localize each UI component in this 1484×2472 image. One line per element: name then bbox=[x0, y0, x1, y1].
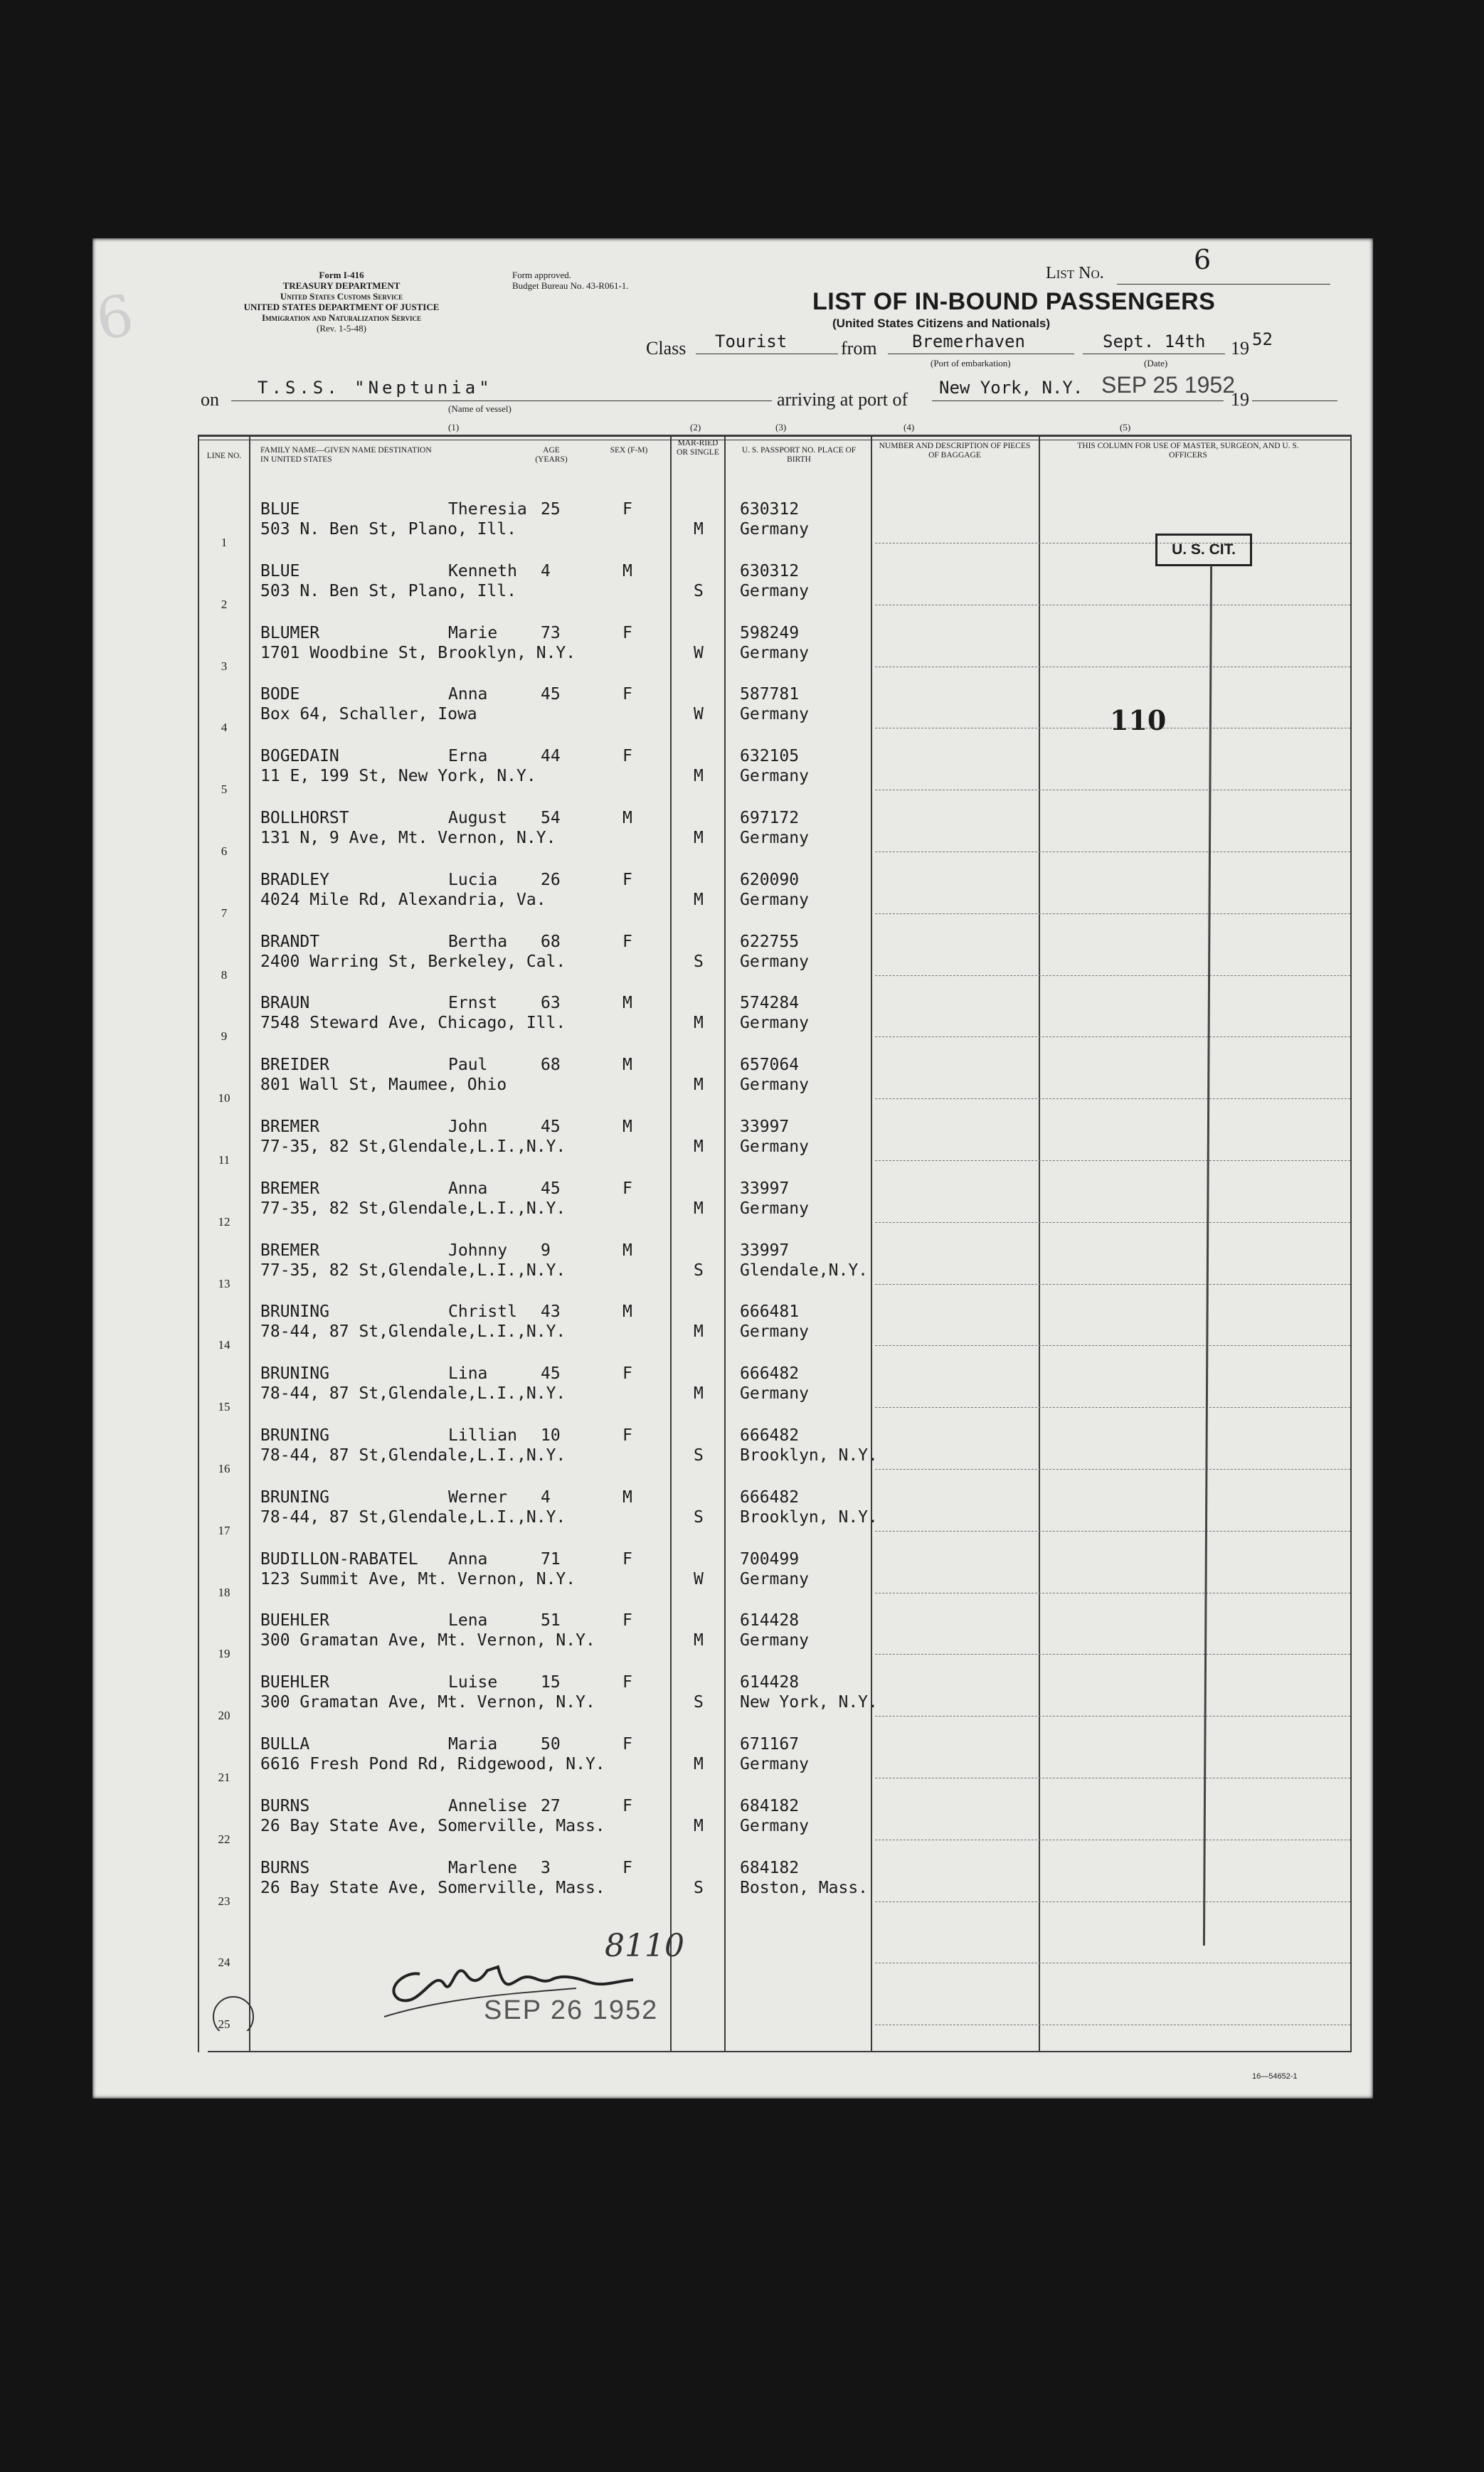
marital-status: M bbox=[694, 1322, 704, 1342]
given-name: Lillian bbox=[448, 1426, 517, 1445]
marital-status: W bbox=[694, 705, 704, 724]
handwritten-vertical-stroke bbox=[1203, 566, 1212, 1946]
destination: 26 Bay State Ave, Somerville, Mass. bbox=[260, 1878, 605, 1897]
place-of-birth: New York, N.Y. bbox=[740, 1693, 878, 1712]
service-name-2: Immigration and Naturalization Service bbox=[261, 312, 422, 323]
given-name: Theresia bbox=[448, 500, 527, 519]
row-divider bbox=[875, 1901, 1350, 1902]
destination: 7548 Steward Ave, Chicago, Ill. bbox=[260, 1014, 566, 1033]
place-of-birth: Germany bbox=[740, 1631, 809, 1650]
age: 4 bbox=[541, 1487, 551, 1507]
age: 44 bbox=[541, 747, 561, 766]
passport-number: 614428 bbox=[740, 1611, 800, 1630]
sex: F bbox=[622, 685, 632, 704]
age: 45 bbox=[541, 1118, 561, 1136]
underline bbox=[932, 400, 1224, 401]
age: 3 bbox=[541, 1858, 551, 1877]
marital-status: M bbox=[694, 1199, 704, 1218]
given-name: Maria bbox=[448, 1735, 498, 1754]
destination: 77-35, 82 St,Glendale,L.I.,N.Y. bbox=[260, 1137, 566, 1156]
age: 27 bbox=[541, 1796, 561, 1815]
line-number: 17 bbox=[218, 1523, 230, 1537]
col-divider bbox=[249, 436, 250, 2052]
passport-number: 33997 bbox=[740, 1241, 790, 1260]
place-of-birth: Germany bbox=[740, 705, 809, 724]
family-name: BRAUN bbox=[260, 994, 310, 1013]
row-divider bbox=[875, 1531, 1350, 1532]
line-number: 6 bbox=[221, 844, 228, 858]
vessel-caption: (Name of vessel) bbox=[448, 403, 512, 414]
col-header-name: FAMILY NAME—GIVEN NAME DESTINATION IN UNITED STATES bbox=[260, 446, 432, 464]
destination: 78-44, 87 St,Glendale,L.I.,N.Y. bbox=[260, 1507, 566, 1527]
col-header-passport: U. S. PASSPORT NO. PLACE OF BIRTH bbox=[741, 446, 857, 464]
place-of-birth: Germany bbox=[740, 520, 809, 539]
line-number: 25 bbox=[218, 2017, 230, 2032]
page-subtitle: (United States Citizens and Nationals) bbox=[832, 317, 1051, 330]
given-name: Lena bbox=[448, 1611, 488, 1630]
given-name: John bbox=[448, 1118, 488, 1136]
age: 45 bbox=[541, 1364, 561, 1384]
destination: 801 Wall St, Maumee, Ohio bbox=[260, 1076, 507, 1095]
place-of-birth: Germany bbox=[740, 581, 809, 600]
passport-number: 657064 bbox=[740, 1056, 800, 1075]
place-of-birth: Germany bbox=[740, 952, 809, 971]
age: 4 bbox=[541, 561, 551, 580]
sex: F bbox=[622, 870, 632, 889]
destination: 78-44, 87 St,Glendale,L.I.,N.Y. bbox=[260, 1322, 566, 1342]
destination: 77-35, 82 St,Glendale,L.I.,N.Y. bbox=[260, 1199, 566, 1218]
line-number: 24 bbox=[218, 1956, 230, 1970]
line-number: 19 bbox=[218, 1647, 230, 1661]
col-header-sex: SEX (F-M) bbox=[610, 446, 648, 455]
given-name: Bertha bbox=[448, 932, 508, 951]
given-name: Luise bbox=[448, 1673, 498, 1692]
marital-status: M bbox=[694, 1816, 704, 1835]
family-name: BREIDER bbox=[260, 1056, 329, 1075]
col-number-3: (3) bbox=[775, 422, 787, 433]
passport-number: 666482 bbox=[740, 1487, 800, 1507]
destination: 78-44, 87 St,Glendale,L.I.,N.Y. bbox=[260, 1384, 566, 1404]
from-label: from bbox=[841, 338, 877, 359]
line-number: 21 bbox=[218, 1771, 230, 1784]
row-divider bbox=[875, 1036, 1350, 1037]
vessel-name: T.S.S. "Neptunia" bbox=[258, 378, 493, 398]
place-of-birth: Brooklyn, N.Y. bbox=[740, 1507, 878, 1527]
age: 43 bbox=[541, 1303, 561, 1322]
col-number-1: (1) bbox=[448, 422, 460, 433]
age: 26 bbox=[541, 870, 561, 889]
family-name: BOGEDAIN bbox=[260, 747, 339, 766]
marital-status: M bbox=[694, 520, 704, 539]
line-number: 5 bbox=[221, 783, 228, 797]
given-name: Anna bbox=[448, 1179, 488, 1198]
given-name: Lina bbox=[448, 1364, 488, 1384]
place-of-birth: Germany bbox=[740, 643, 809, 662]
family-name: BREMER bbox=[260, 1179, 320, 1198]
family-name: BUEHLER bbox=[260, 1673, 329, 1692]
col-header-baggage: NUMBER AND DESCRIPTION OF PIECES OF BAGGAGE bbox=[879, 442, 1031, 460]
arrival-date-stamp: SEP 25 1952 bbox=[1101, 372, 1236, 398]
marital-status: M bbox=[694, 767, 704, 786]
place-of-birth: Germany bbox=[740, 767, 809, 786]
sex: F bbox=[622, 932, 632, 951]
given-name: Kenneth bbox=[448, 561, 517, 580]
passport-number: 632105 bbox=[740, 747, 800, 766]
given-name: Anna bbox=[448, 685, 488, 704]
row-divider bbox=[875, 1716, 1350, 1717]
table-right-rule bbox=[1350, 436, 1352, 2052]
row-divider bbox=[875, 1222, 1350, 1223]
place-of-birth: Germany bbox=[740, 1322, 809, 1342]
sex: F bbox=[622, 1549, 632, 1569]
age: 9 bbox=[541, 1241, 551, 1260]
form-identification bbox=[213, 270, 470, 334]
line-number: 10 bbox=[218, 1091, 230, 1105]
arrival-port: New York, N.Y. bbox=[939, 378, 1083, 398]
destination: 131 N, 9 Ave, Mt. Vernon, N.Y. bbox=[260, 829, 556, 847]
family-name: BUEHLER bbox=[260, 1611, 329, 1630]
col-header-married: MAR-RIED OR SINGLE bbox=[677, 439, 719, 457]
col-header-officers: THIS COLUMN FOR USE OF MASTER, SURGEON, AND U. S. OFFICERS bbox=[1077, 442, 1299, 460]
year-prefix: 19 bbox=[1231, 338, 1249, 359]
class-value: Tourist bbox=[715, 331, 788, 351]
year-value: 52 bbox=[1252, 329, 1273, 349]
line-number: 3 bbox=[221, 659, 228, 673]
destination: 2400 Warring St, Berkeley, Cal. bbox=[260, 952, 566, 971]
family-name: BREMER bbox=[260, 1241, 320, 1260]
marital-status: M bbox=[694, 890, 704, 909]
destination: 78-44, 87 St,Glendale,L.I.,N.Y. bbox=[260, 1446, 566, 1465]
row-divider bbox=[875, 1284, 1350, 1285]
line-number: 2 bbox=[221, 597, 228, 611]
family-name: BODE bbox=[260, 685, 300, 704]
on-label: on bbox=[201, 389, 219, 410]
form-code: 16—54652-1 bbox=[1252, 2072, 1298, 2081]
marital-status: S bbox=[694, 1878, 704, 1897]
marital-status: M bbox=[694, 1014, 704, 1033]
sex: F bbox=[622, 1426, 632, 1445]
passport-number: 700499 bbox=[740, 1549, 800, 1569]
departure-date: Sept. 14th bbox=[1103, 331, 1206, 351]
passport-number: 666482 bbox=[740, 1364, 800, 1384]
form-revision: (Rev. 1-5-48) bbox=[317, 323, 366, 334]
passenger-count: 110 bbox=[1110, 704, 1167, 736]
line-number: 23 bbox=[218, 1894, 230, 1908]
passport-number: 630312 bbox=[740, 500, 800, 519]
sex: M bbox=[622, 1241, 632, 1260]
line-number: 15 bbox=[218, 1400, 230, 1414]
given-name: Johnny bbox=[448, 1241, 508, 1260]
marital-status: W bbox=[694, 643, 704, 662]
given-name: Anna bbox=[448, 1549, 488, 1569]
form-approval bbox=[512, 270, 629, 291]
handwritten-margin-number: 6 bbox=[91, 282, 139, 354]
sex: F bbox=[622, 747, 632, 766]
destination: 77-35, 82 St,Glendale,L.I.,N.Y. bbox=[260, 1261, 566, 1280]
sex: F bbox=[622, 1179, 632, 1198]
family-name: BRUNING bbox=[260, 1303, 329, 1322]
department-name-2: UNITED STATES DEPARTMENT OF JUSTICE bbox=[243, 302, 440, 312]
passenger-list-document bbox=[92, 238, 1373, 2099]
place-of-birth: Germany bbox=[740, 1076, 809, 1095]
marital-status: S bbox=[694, 1693, 704, 1712]
line-number: 8 bbox=[221, 967, 228, 982]
table-top-rule bbox=[198, 435, 1352, 437]
destination: 4024 Mile Rd, Alexandria, Va. bbox=[260, 890, 546, 909]
family-name: BRUNING bbox=[260, 1364, 329, 1384]
given-name: Lucia bbox=[448, 870, 498, 889]
place-of-birth: Germany bbox=[740, 1199, 809, 1218]
row-divider bbox=[875, 1407, 1350, 1408]
place-of-birth: Germany bbox=[740, 1384, 809, 1404]
given-name: Erna bbox=[448, 747, 488, 766]
line-number: 14 bbox=[218, 1338, 230, 1352]
form-number: Form I-416 bbox=[319, 270, 364, 280]
date-caption: (Date) bbox=[1144, 358, 1168, 368]
passport-number: 33997 bbox=[740, 1179, 790, 1198]
sex: M bbox=[622, 561, 632, 580]
col-header-line-no: LINE NO. bbox=[206, 452, 242, 460]
marital-status: S bbox=[694, 952, 704, 971]
row-divider bbox=[875, 1160, 1350, 1161]
marital-status: S bbox=[694, 1446, 704, 1465]
passport-number: 620090 bbox=[740, 870, 800, 889]
passport-number: 684182 bbox=[740, 1858, 800, 1877]
line-number: 13 bbox=[218, 1276, 230, 1290]
marital-status: S bbox=[694, 581, 704, 600]
passport-number: 666482 bbox=[740, 1426, 800, 1445]
page-title: LIST OF IN-BOUND PASSENGERS bbox=[812, 288, 1216, 315]
family-name: BREMER bbox=[260, 1118, 320, 1136]
family-name: BURNS bbox=[260, 1858, 310, 1877]
passport-number: 33997 bbox=[740, 1118, 790, 1136]
family-name: BRANDT bbox=[260, 932, 320, 951]
passport-number: 622755 bbox=[740, 932, 800, 951]
given-name: Werner bbox=[448, 1487, 508, 1507]
passport-number: 587781 bbox=[740, 685, 800, 704]
place-of-birth: Germany bbox=[740, 890, 809, 909]
sex: F bbox=[622, 1796, 632, 1815]
class-label: Class bbox=[646, 338, 687, 359]
row-divider bbox=[875, 1469, 1350, 1470]
age: 54 bbox=[541, 809, 561, 827]
family-name: BURNS bbox=[260, 1796, 310, 1815]
sex: M bbox=[622, 1118, 632, 1136]
place-of-birth: Germany bbox=[740, 1137, 809, 1156]
place-of-birth: Germany bbox=[740, 829, 809, 847]
col-divider bbox=[670, 436, 672, 2052]
marital-status: M bbox=[694, 1631, 704, 1650]
marital-status: M bbox=[694, 829, 704, 847]
row-divider bbox=[875, 1654, 1350, 1655]
age: 50 bbox=[541, 1735, 561, 1754]
family-name: BLUE bbox=[260, 500, 300, 519]
family-name: BLUMER bbox=[260, 623, 320, 642]
port-of-embarkation: Bremerhaven bbox=[912, 331, 1025, 351]
us-citizen-stamp: U. S. CIT. bbox=[1155, 534, 1252, 566]
given-name: Annelise bbox=[448, 1796, 527, 1815]
family-name: BRUNING bbox=[260, 1487, 329, 1507]
sex: M bbox=[622, 1056, 632, 1075]
sex: F bbox=[622, 623, 632, 642]
marital-status: M bbox=[694, 1384, 704, 1404]
passport-number: 614428 bbox=[740, 1673, 800, 1692]
row-divider bbox=[875, 1098, 1350, 1099]
age: 15 bbox=[541, 1673, 561, 1692]
col-number-5: (5) bbox=[1120, 422, 1131, 433]
sex: F bbox=[622, 1858, 632, 1877]
col-divider bbox=[1039, 436, 1040, 2052]
sex: M bbox=[622, 1487, 632, 1507]
destination: 503 N. Ben St, Plano, Ill. bbox=[260, 581, 517, 600]
destination: 1701 Woodbine St, Brooklyn, N.Y. bbox=[260, 643, 576, 662]
place-of-birth: Germany bbox=[740, 1816, 809, 1835]
col-divider bbox=[198, 436, 199, 2052]
destination: Box 64, Schaller, Iowa bbox=[260, 705, 477, 724]
line-number: 16 bbox=[218, 1462, 230, 1475]
family-name: BLUE bbox=[260, 561, 300, 580]
family-name: BOLLHORST bbox=[260, 809, 349, 827]
sex: F bbox=[622, 1735, 632, 1754]
line-number: 1 bbox=[221, 536, 228, 549]
col-number-2: (2) bbox=[690, 422, 701, 433]
destination: 300 Gramatan Ave, Mt. Vernon, N.Y. bbox=[260, 1631, 595, 1650]
arriving-label: arriving at port of bbox=[777, 389, 908, 410]
line-number: 18 bbox=[218, 1585, 230, 1599]
age: 71 bbox=[541, 1549, 561, 1569]
age: 25 bbox=[541, 500, 561, 519]
marital-status: S bbox=[694, 1261, 704, 1280]
given-name: Paul bbox=[448, 1056, 488, 1075]
sex: M bbox=[622, 1303, 632, 1322]
row-divider bbox=[875, 975, 1350, 976]
col-number-4: (4) bbox=[903, 422, 915, 433]
passport-number: 666481 bbox=[740, 1303, 800, 1322]
place-of-birth: Germany bbox=[740, 1755, 809, 1773]
sex: M bbox=[622, 809, 632, 827]
marital-status: W bbox=[694, 1569, 704, 1588]
age: 45 bbox=[541, 1179, 561, 1198]
age: 45 bbox=[541, 685, 561, 704]
signature-note: 8110 bbox=[605, 1928, 684, 1964]
age: 68 bbox=[541, 1056, 561, 1075]
budget-bureau-line: Budget Bureau No. 43-R061-1. bbox=[512, 280, 629, 291]
port-caption: (Port of embarkation) bbox=[931, 358, 1011, 368]
destination: 6616 Fresh Pond Rd, Ridgewood, N.Y. bbox=[260, 1755, 605, 1773]
passport-number: 684182 bbox=[740, 1796, 800, 1815]
service-name: United States Customs Service bbox=[280, 291, 403, 302]
passport-number: 574284 bbox=[740, 994, 800, 1013]
family-name: BRUNING bbox=[260, 1426, 329, 1445]
destination: 11 E, 199 St, New York, N.Y. bbox=[260, 767, 536, 786]
place-of-birth: Glendale,N.Y. bbox=[740, 1261, 869, 1280]
given-name: Ernst bbox=[448, 994, 498, 1013]
sex: F bbox=[622, 1364, 632, 1384]
line-number: 22 bbox=[218, 1832, 230, 1846]
place-of-birth: Boston, Mass. bbox=[740, 1878, 869, 1897]
passport-number: 671167 bbox=[740, 1735, 800, 1754]
line-number: 4 bbox=[221, 721, 228, 735]
age: 63 bbox=[541, 994, 561, 1013]
passport-number: 598249 bbox=[740, 623, 800, 642]
marital-status: M bbox=[694, 1076, 704, 1095]
table-bottom-rule bbox=[208, 2051, 1352, 2052]
underline bbox=[231, 400, 772, 401]
sex: F bbox=[622, 1673, 632, 1692]
list-no-label: List No. bbox=[1046, 264, 1104, 282]
list-no-value: 6 bbox=[1194, 244, 1212, 275]
row-divider bbox=[875, 913, 1350, 914]
underline bbox=[1252, 400, 1337, 401]
place-of-birth: Germany bbox=[740, 1569, 809, 1588]
department-name: TREASURY DEPARTMENT bbox=[282, 280, 401, 291]
col-divider bbox=[724, 436, 726, 2052]
underline bbox=[1117, 284, 1330, 285]
line-number: 12 bbox=[218, 1214, 230, 1229]
approval-line: Form approved. bbox=[512, 270, 572, 280]
destination: 300 Gramatan Ave, Mt. Vernon, N.Y. bbox=[260, 1693, 595, 1712]
family-name: BRADLEY bbox=[260, 870, 329, 889]
destination: 503 N. Ben St, Plano, Ill. bbox=[260, 520, 517, 539]
marital-status: M bbox=[694, 1755, 704, 1773]
age: 10 bbox=[541, 1426, 561, 1445]
line-number: 11 bbox=[218, 1153, 230, 1167]
age: 51 bbox=[541, 1611, 561, 1630]
given-name: Christl bbox=[448, 1303, 517, 1322]
passport-number: 630312 bbox=[740, 561, 800, 580]
line-number: 20 bbox=[218, 1709, 230, 1723]
family-name: BULLA bbox=[260, 1735, 310, 1754]
marital-status: M bbox=[694, 1137, 704, 1156]
col-divider bbox=[871, 436, 872, 2052]
sex: M bbox=[622, 994, 632, 1013]
marital-status: S bbox=[694, 1507, 704, 1527]
destination: 123 Summit Ave, Mt. Vernon, N.Y. bbox=[260, 1569, 576, 1588]
destination: 26 Bay State Ave, Somerville, Mass. bbox=[260, 1816, 605, 1835]
given-name: Marlene bbox=[448, 1858, 517, 1877]
family-name: BUDILLON-RABATEL bbox=[260, 1549, 418, 1569]
age: 68 bbox=[541, 932, 561, 951]
place-of-birth: Brooklyn, N.Y. bbox=[740, 1446, 878, 1465]
line-number: 7 bbox=[221, 906, 228, 920]
sex: F bbox=[622, 1611, 632, 1630]
line-number: 9 bbox=[221, 1029, 228, 1044]
passport-number: 697172 bbox=[740, 809, 800, 827]
received-date-stamp: SEP 26 1952 bbox=[484, 1995, 659, 2025]
sex: F bbox=[622, 500, 632, 519]
year-prefix-2: 19 bbox=[1231, 389, 1249, 410]
row-divider bbox=[875, 1345, 1350, 1346]
col-header-age: AGE (YEARS) bbox=[535, 446, 568, 464]
age: 73 bbox=[541, 623, 561, 642]
place-of-birth: Germany bbox=[740, 1014, 809, 1033]
given-name: Marie bbox=[448, 623, 498, 642]
given-name: August bbox=[448, 809, 508, 827]
